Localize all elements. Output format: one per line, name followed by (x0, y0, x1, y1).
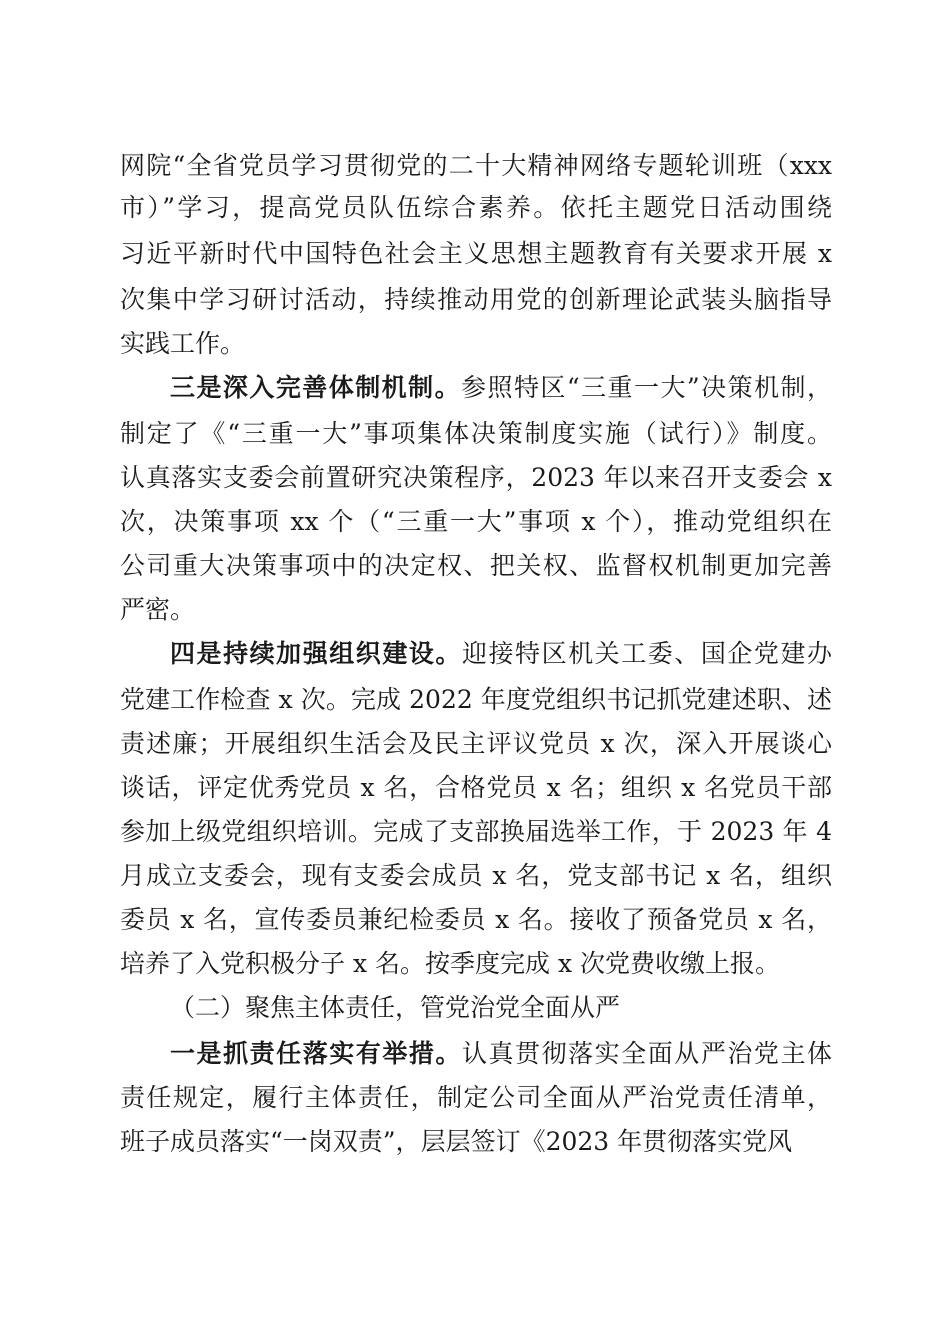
paragraph-2-line-5: 公司重大决策事项中的决定权、把关权、监督权机制更加完善 (120, 551, 832, 580)
paragraph-3-line-5: 参加上级党组织培训。完成了支部换届选举工作，于 2023 年 4 (120, 817, 832, 846)
paragraph-2-lead: 三是深入完善体制机制。 (170, 373, 462, 402)
paragraph-3-line-6: 月成立支委会，现有支委会成员 x 名，党支部书记 x 名，组织 (120, 861, 832, 890)
paragraph-1-line-2: 市）”学习，提高党员队伍综合素养。依托主题党日活动围绕 (120, 193, 832, 222)
paragraph-3-first-rest: 迎接特区机关工委、国企党建办 (461, 639, 832, 668)
paragraph-4-line-3: 班子成员落实“一岗双责”，层层签订《2023 年贯彻落实党风 (120, 1127, 793, 1156)
paragraph-3-line-3: 责述廉；开展组织生活会及民主评议党员 x 次，深入开展谈心 (120, 729, 832, 758)
paragraph-3-line-7: 委员 x 名，宣传委员兼纪检委员 x 名。接收了预备党员 x 名， (120, 905, 832, 934)
paragraph-4-first-rest: 认真贯彻落实全面从严治党主体 (461, 1039, 832, 1068)
paragraph-3-first-line (170, 634, 832, 674)
paragraph-4-first-line (170, 1034, 832, 1074)
paragraph-3-line-4: 谈话，评定优秀党员 x 名，合格党员 x 名；组织 x 名党员干部 (120, 773, 832, 802)
paragraph-1-line-3: 习近平新时代中国特色社会主义思想主题教育有关要求开展 x (120, 239, 832, 268)
paragraph-1-line-1: 网院“全省党员学习贯彻党的二十大精神网络专题轮训班（xxx (120, 151, 832, 180)
paragraph-3-line-2: 党建工作检查 x 次。完成 2022 年度党组织书记抓党建述职、述 (120, 685, 832, 714)
section-heading: （二）聚焦主体责任，管党治党全面从严 (170, 993, 621, 1022)
paragraph-2-line-3: 认真落实支委会前置研究决策程序，2023 年以来召开支委会 x (120, 463, 832, 492)
paragraph-1-line-4: 次集中学习研讨活动，持续推动用党的创新理论武装头脑指导 (120, 285, 832, 314)
paragraph-2-line-6: 严密。 (120, 595, 196, 624)
paragraph-4-line-2: 责任规定，履行主体责任，制定公司全面从严治党责任清单， (120, 1083, 832, 1112)
paragraph-2-first-rest: 参照特区“三重一大”决策机制， (461, 373, 832, 402)
paragraph-3-lead: 四是持续加强组织建设。 (170, 639, 462, 668)
paragraph-3-line-8: 培养了入党积极分子 x 名。按季度完成 x 次党费收缴上报。 (120, 949, 780, 978)
paragraph-1-line-5: 实践工作。 (120, 329, 246, 358)
paragraph-2-line-4: 次，决策事项 xx 个（“三重一大”事项 x 个），推动党组织在 (120, 507, 832, 536)
paragraph-4-lead: 一是抓责任落实有举措。 (170, 1039, 462, 1068)
paragraph-2-first-line (170, 368, 832, 408)
paragraph-2-line-2: 制定了《“三重一大”事项集体决策制度实施（试行）》制度。 (120, 419, 832, 448)
